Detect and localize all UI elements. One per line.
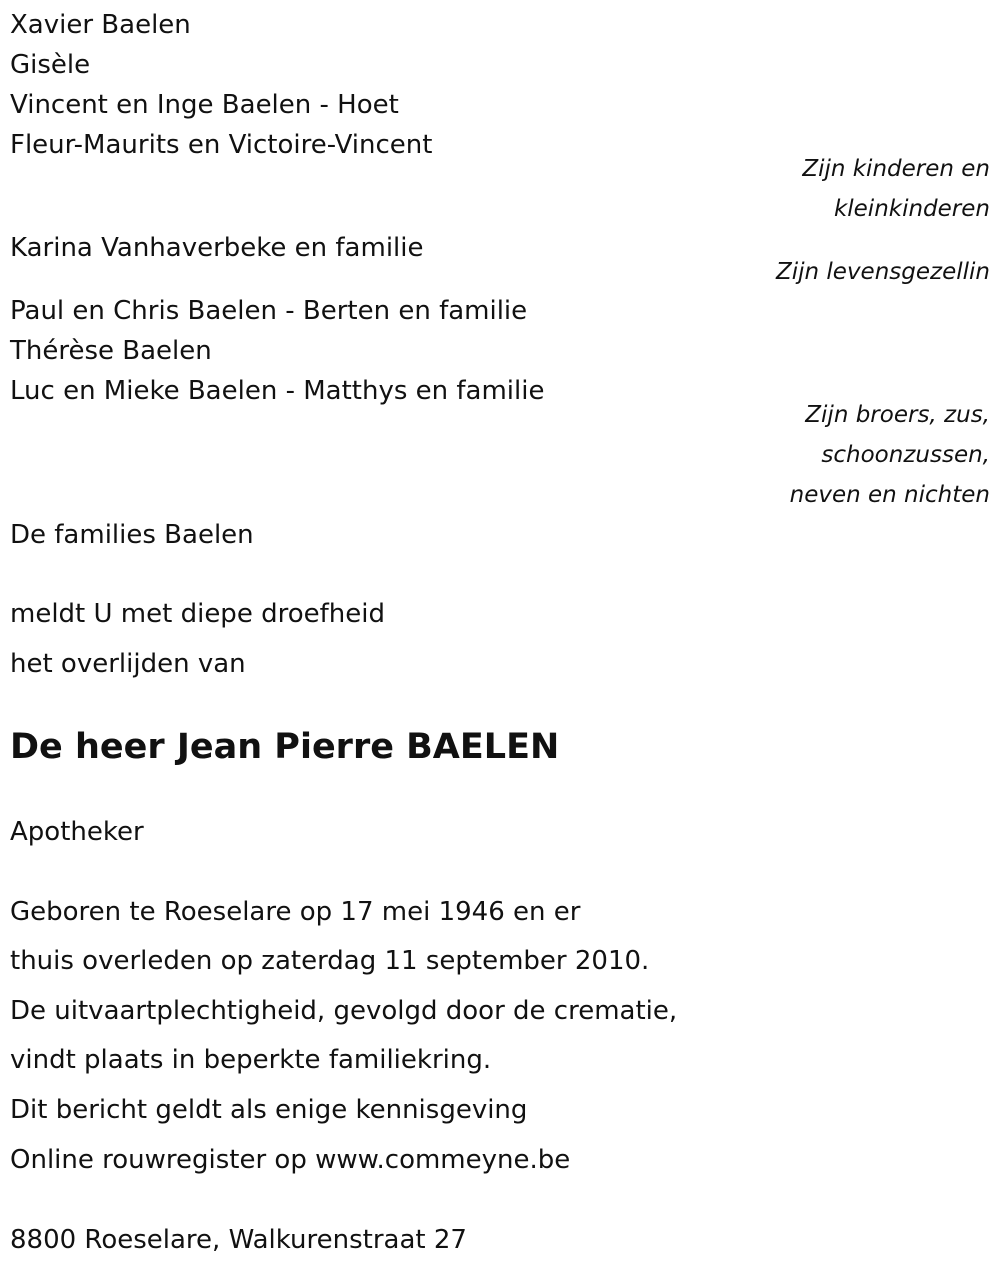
partner-role: Zijn levensgezellin — [775, 259, 990, 285]
announce-line-1: meldt U met diepe droefheid — [10, 599, 385, 629]
siblings-role-line-2: schoonzussen, — [821, 442, 990, 468]
children-role-line-2: kleinkinderen — [833, 196, 990, 222]
families-line: De families Baelen — [10, 520, 254, 550]
deceased-profession: Apotheker — [10, 817, 144, 847]
child-name-4: Fleur-Maurits en Victoire-Vincent — [10, 130, 433, 160]
child-name-3: Vincent en Inge Baelen - Hoet — [10, 90, 399, 120]
sibling-name-2: Thérèse Baelen — [10, 336, 212, 366]
detail-line-2: thuis overleden op zaterdag 11 september 2010. — [10, 946, 650, 976]
siblings-role-line-1: Zijn broers, zus, — [805, 402, 990, 428]
siblings-role-line-3: neven en nichten — [789, 482, 990, 508]
address-line: 8800 Roeselare, Walkurenstraat 27 — [10, 1225, 467, 1255]
child-name-1: Xavier Baelen — [10, 10, 191, 40]
partner-name: Karina Vanhaverbeke en familie — [10, 233, 424, 263]
children-role-line-1: Zijn kinderen en — [802, 156, 990, 182]
sibling-name-1: Paul en Chris Baelen - Berten en familie — [10, 296, 528, 326]
detail-line-6: Online rouwregister op www.commeyne.be — [10, 1145, 571, 1175]
detail-line-4: vindt plaats in beperkte familiekring. — [10, 1045, 492, 1075]
deceased-name: De heer Jean Pierre BAELEN — [10, 727, 560, 767]
detail-line-1: Geboren te Roeselare op 17 mei 1946 en er — [10, 897, 581, 927]
child-name-2: Gisèle — [10, 50, 91, 80]
announce-line-2: het overlijden van — [10, 649, 246, 679]
detail-line-5: Dit bericht geldt als enige kennisgeving — [10, 1095, 528, 1125]
detail-line-3: De uitvaartplechtigheid, gevolgd door de crematie, — [10, 996, 678, 1026]
sibling-name-3: Luc en Mieke Baelen - Matthys en familie — [10, 376, 545, 406]
